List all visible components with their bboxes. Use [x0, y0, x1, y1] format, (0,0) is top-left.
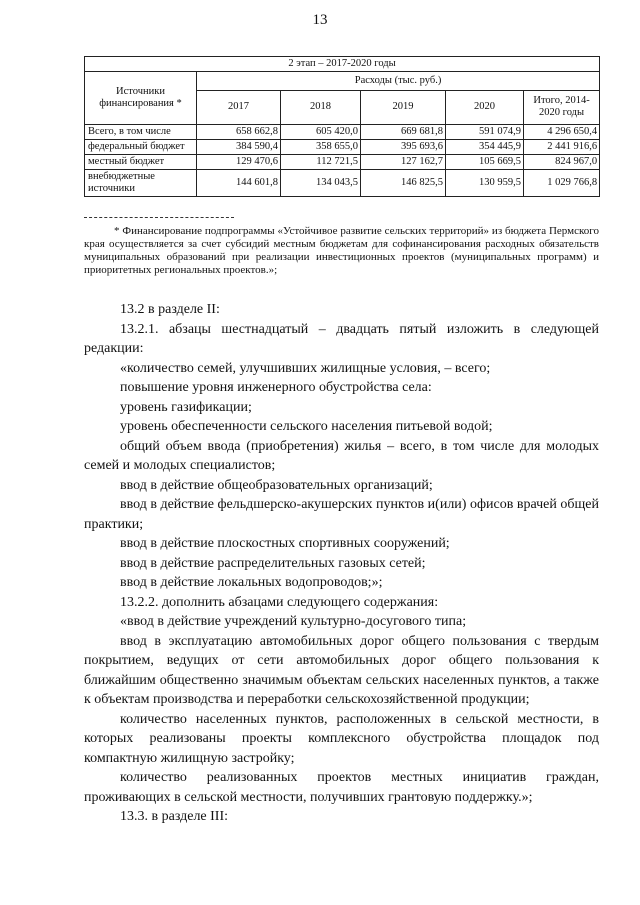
financing-table — [84, 56, 600, 197]
cell-value: 395 693,6 — [361, 140, 446, 155]
cell-total: 4 296 650,4 — [524, 125, 600, 140]
body-text — [84, 300, 599, 827]
cell-total: 2 441 916,6 — [524, 140, 600, 155]
row-label: Всего, в том числе — [85, 125, 197, 140]
footnote-divider — [84, 217, 234, 218]
paragraph: количество реализованных проектов местных инициатив граждан, проживающих в сельской местности, получивших грантовую поддержку.»; — [84, 770, 599, 805]
cell-value: 384 590,4 — [197, 140, 281, 155]
paragraph: количество населенных пунктов, расположенных в сельской местности, в которых реализованы проекты комплексного обустройства площадок под компактную жилищную застройку; — [84, 711, 599, 766]
table-header-row — [85, 72, 600, 91]
row-label: местный бюджет — [85, 155, 197, 170]
paragraph: ввод в эксплуатацию автомобильных дорог общего пользования с твердым покрытием, ведущих от сети автомобильных дорог общего пользования к ближайшим общественно значимым объектам сельских населенных пунктов, а также к объектам производства и переработки сельскохозяйственной продукции; — [84, 633, 599, 707]
total-header: Итого, 2014-2020 годы — [524, 90, 600, 124]
table-row — [85, 125, 600, 140]
cell-value: 129 470,6 — [197, 155, 281, 170]
paragraph: ввод в действие локальных водопроводов;»; — [120, 575, 383, 590]
cell-value: 144 601,8 — [197, 170, 281, 197]
paragraph: ввод в действие плоскостных спортивных сооружений; — [120, 536, 450, 551]
paragraph: ввод в действие общеобразовательных организаций; — [120, 477, 433, 493]
cell-value: 112 721,5 — [281, 155, 361, 170]
cell-value: 130 959,5 — [446, 170, 524, 197]
table-row — [85, 140, 600, 155]
year-header: 2018 — [281, 90, 361, 124]
table-row — [85, 170, 600, 197]
cell-value: 669 681,8 — [361, 125, 446, 140]
cell-value: 605 420,0 — [281, 125, 361, 140]
cell-value: 146 825,5 — [361, 170, 446, 197]
cell-value: 591 074,9 — [446, 125, 524, 140]
stage-header: 2 этап – 2017-2020 годы — [85, 57, 600, 72]
paragraph: 13.2 в разделе II: — [120, 302, 220, 317]
year-header: 2017 — [197, 90, 281, 124]
paragraph: уровень газификации; — [120, 399, 252, 415]
paragraph: «количество семей, улучшивших жилищные условия, – всего; — [120, 360, 491, 376]
row-label: федеральный бюджет — [85, 140, 197, 155]
cell-value: 127 162,7 — [361, 155, 446, 170]
cell-value: 658 662,8 — [197, 125, 281, 140]
paragraph: 13.3. в разделе III: — [120, 809, 229, 824]
paragraph: уровень обеспеченности сельского населения питьевой водой; — [120, 419, 493, 434]
cell-total: 824 967,0 — [524, 155, 600, 170]
paragraph: повышение уровня инженерного обустройства села: — [120, 380, 432, 395]
cell-total: 1 029 766,8 — [524, 170, 600, 197]
paragraph: 13.2.2. дополнить абзацами следующего содержания: — [120, 594, 439, 610]
cell-value: 134 043,5 — [281, 170, 361, 197]
row-label: внебюджетные источники — [85, 170, 197, 197]
expenses-header: Расходы (тыс. руб.) — [197, 72, 600, 91]
cell-value: 358 655,0 — [281, 140, 361, 155]
page-number: 13 — [312, 12, 328, 28]
table-stage-row — [85, 57, 600, 72]
source-header: Источники финансирования * — [85, 72, 197, 125]
footnote: * Финансирование подпрограммы «Устойчивое развитие сельских территорий» из бюджета Пермского края осуществляется за счет субсидий местным бюджетам для софинансирования расходных обязательств муниципальных образований при реализации инвестиционных проектов (муниципальных программ) и приоритетных региональных проектов.»; — [84, 225, 599, 276]
table-row — [85, 155, 600, 170]
year-header: 2019 — [361, 90, 446, 124]
paragraph: ввод в действие фельдшерско-акушерских пунктов и(или) офисов врачей общей практики; — [84, 497, 599, 532]
paragraph: общий объем ввода (приобретения) жилья – всего, в том числе для молодых семей и молодых специалистов; — [84, 438, 599, 473]
paragraph: 13.2.1. абзацы шестнадцатый – двадцать пятый изложить в следующей редакции: — [84, 321, 599, 356]
cell-value: 354 445,9 — [446, 140, 524, 155]
cell-value: 105 669,5 — [446, 155, 524, 170]
paragraph: «ввод в действие учреждений культурно-досугового типа; — [120, 614, 467, 629]
paragraph: ввод в действие распределительных газовых сетей; — [120, 555, 426, 571]
year-header: 2020 — [446, 90, 524, 124]
